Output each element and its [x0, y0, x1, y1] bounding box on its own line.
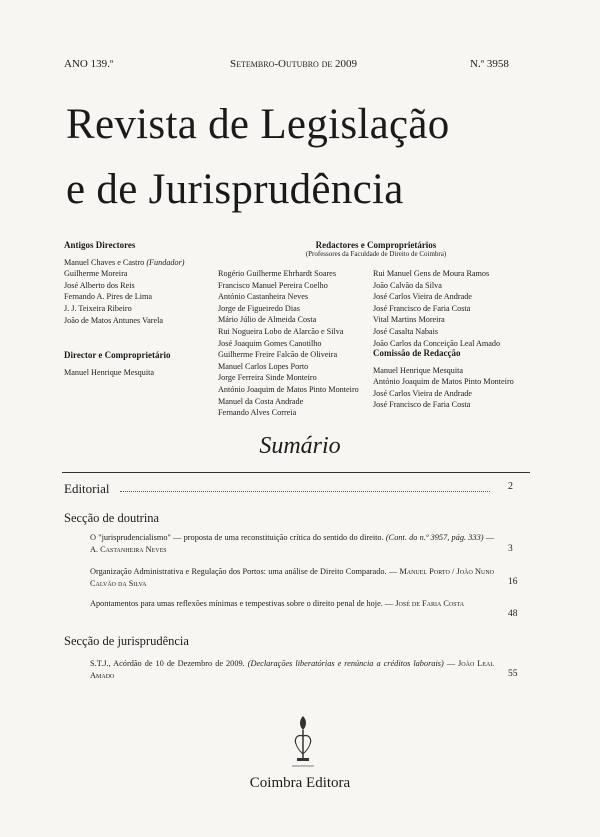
- editor-name: João Carlos da Conceição Leal Amado: [373, 338, 501, 348]
- editor-name: João Calvão da Silva: [373, 280, 442, 290]
- toc-entry-title: Apontamentos para umas reflexões mínimas e tempestivas sobre o direito penal de hoje.: [90, 599, 383, 608]
- editor-name: António Castanheira Neves: [218, 292, 309, 302]
- toc-entry: [90, 532, 494, 556]
- toc-entry: [90, 658, 494, 682]
- editor-name: José Carlos Vieira de Andrade: [373, 292, 472, 302]
- publisher-name: Coimbra Editora: [249, 775, 351, 791]
- editors-list-2: [373, 268, 543, 349]
- editor-name: Manuel Carlos Lopes Porto: [218, 361, 309, 371]
- former-directors: [64, 240, 214, 326]
- journal-title-line-2: e de Jurisprudência: [66, 166, 404, 213]
- editor-name: Mário Júlio de Almeida Costa: [218, 315, 317, 325]
- editor-name: Jorge Ferreira Sinde Monteiro: [218, 373, 317, 383]
- editor-name: Francisco Manuel Pereira Coelho: [218, 280, 328, 290]
- issue-number: N.º 3958: [470, 58, 509, 70]
- toc-entry-author: — A. Castanheira Neves: [90, 533, 495, 554]
- editor-name: José Casalta Nabais: [373, 326, 439, 336]
- toc-leader-dots: [120, 491, 490, 492]
- toc-entry: [90, 566, 494, 590]
- editors-subheading: (Professores da Faculdade de Direito de Coimbra): [305, 250, 447, 258]
- toc-editorial-page: 2: [508, 481, 513, 492]
- former-director: J. J. Teixeira Ribeiro: [64, 303, 132, 313]
- committee-member: José Carlos Vieira de Andrade: [373, 388, 472, 398]
- former-director: Manuel Chaves e Castro (Fundador): [64, 257, 185, 267]
- editor-name: Rogério Guilherme Ehrhardt Soares: [218, 269, 337, 278]
- section-jurisprudence-heading: Secção de jurisprudência: [64, 634, 189, 648]
- summary-title: Sumário: [259, 433, 341, 459]
- editor-name: Rui Manuel Gens de Moura Ramos: [373, 269, 490, 278]
- toc-entry-author: — José de Faria Costa: [384, 599, 465, 608]
- toc-entry: [90, 598, 494, 610]
- editor-name: Manuel da Costa Andrade: [218, 396, 304, 406]
- editors-heading: Redactores e Comproprietários: [315, 240, 437, 250]
- toc-entry-author: — Manuel Porto / João Nuno Calvão da Silva: [90, 567, 494, 588]
- editor-name: António Joaquim de Matos Pinto Monteiro: [218, 384, 359, 394]
- publisher-logo-icon: [288, 712, 318, 774]
- issue-date: Setembro-Outubro de 2009: [230, 58, 358, 70]
- editors-heading-block: [286, 240, 466, 258]
- toc-entry-page: 48: [508, 609, 518, 619]
- former-director: José Alberto dos Reis: [64, 280, 135, 290]
- editor-name: Guilherme Freire Falcão de Oliveira: [218, 350, 338, 360]
- director-block: [64, 350, 214, 378]
- editor-name: José Francisco de Faria Costa: [373, 303, 471, 313]
- director-name: Manuel Henrique Mesquita: [64, 367, 155, 377]
- toc-entry-title: S.T.J., Acórdão de 10 de Dezembro de 2009.: [90, 659, 245, 668]
- committee-block: [373, 348, 543, 411]
- committee-heading: Comissão de Redacção: [373, 348, 461, 358]
- committee-member: Manuel Henrique Mesquita: [373, 365, 464, 375]
- toc-entry-ref: (Cont. do n.º 3957, pág. 333): [385, 533, 484, 542]
- toc-entry-title: O "jurisprudencialismo" — proposta de uma reconstituição crítica do sentido do direito.: [90, 533, 384, 542]
- director-heading: Director e Comproprietário: [64, 350, 171, 360]
- editor-name: José Joaquim Gomes Canotilho: [218, 338, 322, 348]
- toc-entry-title: Organização Administrativa e Regulação dos Portos: uma análise de Direito Comparado.: [90, 567, 387, 576]
- editor-name: Fernando Alves Correia: [218, 408, 297, 418]
- issue-year: ANO 139.º: [64, 58, 114, 70]
- toc-entry-author: — João Leal Amado: [90, 659, 495, 680]
- section-doctrine-heading: Secção de doutrina: [64, 511, 160, 525]
- former-director: Fernando A. Pires de Lima: [64, 292, 152, 302]
- toc-entry-page: 55: [508, 669, 518, 679]
- journal-title-line-1: Revista de Legislação: [66, 101, 450, 148]
- former-director: João de Matos Antunes Varela: [64, 315, 163, 325]
- former-directors-heading: Antigos Directores: [64, 240, 136, 250]
- committee-member: António Joaquim de Matos Pinto Monteiro: [373, 377, 514, 387]
- committee-member: José Francisco de Faria Costa: [373, 400, 471, 410]
- editor-name: Vital Martins Moreira: [373, 315, 445, 325]
- former-director: Guilherme Moreira: [64, 269, 128, 279]
- toc-entry-page: 3: [508, 544, 513, 554]
- toc-editorial-label: Editorial: [64, 481, 110, 496]
- editor-name: Jorge de Figueiredo Dias: [218, 303, 300, 313]
- toc-entry-page: 16: [508, 577, 518, 587]
- editors-list-1: [218, 268, 368, 419]
- editor-name: Rui Nogueira Lobo de Alarcão e Silva: [218, 326, 344, 336]
- toc-entry-ref: (Declarações liberatórias e renúncia a créditos laborais): [247, 659, 444, 668]
- summary-divider: [62, 472, 530, 473]
